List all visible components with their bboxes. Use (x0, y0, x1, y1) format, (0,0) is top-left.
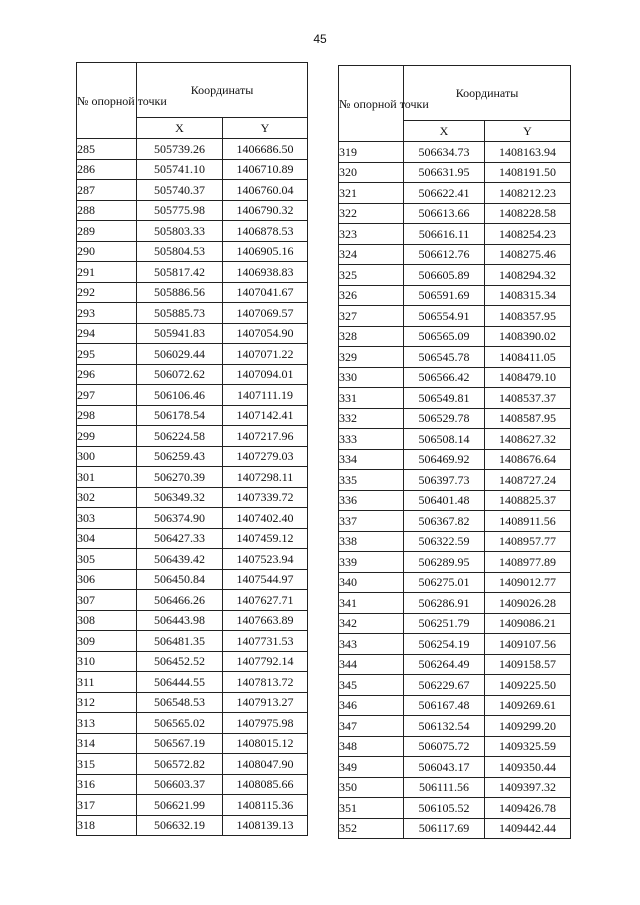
table-body (77, 139, 308, 836)
table-row (339, 449, 571, 470)
y-coordinate-cell: 1407523.94 (223, 549, 308, 570)
y-coordinate-cell: 1409158.57 (485, 654, 571, 675)
x-coordinate-cell: 506374.90 (137, 508, 223, 529)
table-row (77, 364, 308, 385)
point-number-cell: 310 (77, 651, 137, 672)
y-coordinate-cell: 1407913.27 (223, 692, 308, 713)
y-coordinate-cell: 1406938.83 (223, 262, 308, 283)
y-coordinate-cell: 1408727.24 (485, 470, 571, 491)
x-coordinate-cell: 505885.73 (137, 303, 223, 324)
point-number-cell: 313 (77, 713, 137, 734)
table-body (339, 142, 571, 839)
y-coordinate-cell: 1407813.72 (223, 672, 308, 693)
y-coordinate-cell: 1408911.56 (485, 511, 571, 532)
table-row (77, 262, 308, 283)
point-number-cell: 337 (339, 511, 404, 532)
point-number-cell: 324 (339, 244, 404, 265)
table-row (77, 672, 308, 693)
y-coordinate-cell: 1408139.13 (223, 815, 308, 836)
point-number-cell: 297 (77, 385, 137, 406)
y-coordinate-cell: 1408228.58 (485, 203, 571, 224)
point-number-cell: 293 (77, 303, 137, 324)
x-coordinate-cell: 506548.53 (137, 692, 223, 713)
y-coordinate-cell: 1407792.14 (223, 651, 308, 672)
table-row (339, 408, 571, 429)
x-coordinate-cell: 506554.91 (404, 306, 485, 327)
table-row (77, 241, 308, 262)
x-coordinate-cell: 506029.44 (137, 344, 223, 365)
table-row (77, 631, 308, 652)
point-number-cell: 341 (339, 593, 404, 614)
table-row (339, 757, 571, 778)
x-coordinate-cell: 506286.91 (404, 593, 485, 614)
point-number-cell: 285 (77, 139, 137, 160)
x-coordinate-cell: 506178.54 (137, 405, 223, 426)
y-coordinate-cell: 1409397.32 (485, 777, 571, 798)
table-row (339, 470, 571, 491)
point-number-cell: 339 (339, 552, 404, 573)
x-coordinate-cell: 506229.67 (404, 675, 485, 696)
table-row (77, 590, 308, 611)
x-coordinate-cell: 506444.55 (137, 672, 223, 693)
point-number-cell: 329 (339, 347, 404, 368)
page-number: 45 (313, 32, 327, 46)
table-row (339, 326, 571, 347)
point-number-cell: 319 (339, 142, 404, 163)
point-number-cell: 295 (77, 344, 137, 365)
table-row (77, 569, 308, 590)
x-coordinate-cell: 505886.56 (137, 282, 223, 303)
y-coordinate-cell: 1408479.10 (485, 367, 571, 388)
x-coordinate-cell: 506397.73 (404, 470, 485, 491)
point-number-cell: 307 (77, 590, 137, 611)
x-coordinate-cell: 506443.98 (137, 610, 223, 631)
y-coordinate-cell: 1407975.98 (223, 713, 308, 734)
header-point-number: № опорной точки (339, 66, 404, 142)
point-number-cell: 318 (77, 815, 137, 836)
y-coordinate-cell: 1407298.11 (223, 467, 308, 488)
x-coordinate-cell: 506264.49 (404, 654, 485, 675)
y-coordinate-cell: 1407627.71 (223, 590, 308, 611)
y-coordinate-cell: 1408047.90 (223, 754, 308, 775)
table-row (339, 142, 571, 163)
x-coordinate-cell: 505941.83 (137, 323, 223, 344)
table-row (339, 818, 571, 839)
x-coordinate-cell: 506622.41 (404, 183, 485, 204)
x-coordinate-cell: 506481.35 (137, 631, 223, 652)
table-row (339, 798, 571, 819)
y-coordinate-cell: 1407111.19 (223, 385, 308, 406)
table-row (77, 610, 308, 631)
y-coordinate-cell: 1408254.23 (485, 224, 571, 245)
table-row (77, 549, 308, 570)
table-row (339, 531, 571, 552)
x-coordinate-cell: 506427.33 (137, 528, 223, 549)
x-coordinate-cell: 506401.48 (404, 490, 485, 511)
table-row (339, 572, 571, 593)
x-coordinate-cell: 506545.78 (404, 347, 485, 368)
y-coordinate-cell: 1409325.59 (485, 736, 571, 757)
point-number-cell: 321 (339, 183, 404, 204)
point-number-cell: 342 (339, 613, 404, 634)
table-row (339, 224, 571, 245)
x-coordinate-cell: 506612.76 (404, 244, 485, 265)
header-y: Y (485, 121, 571, 142)
table-row (339, 388, 571, 409)
table-row (339, 162, 571, 183)
point-number-cell: 347 (339, 716, 404, 737)
table-row (339, 203, 571, 224)
x-coordinate-cell: 506616.11 (404, 224, 485, 245)
point-number-cell: 352 (339, 818, 404, 839)
table-row (339, 511, 571, 532)
point-number-cell: 316 (77, 774, 137, 795)
x-coordinate-cell: 506275.01 (404, 572, 485, 593)
x-coordinate-cell: 506566.42 (404, 367, 485, 388)
x-coordinate-cell: 505775.98 (137, 200, 223, 221)
table-row (77, 487, 308, 508)
y-coordinate-cell: 1407663.89 (223, 610, 308, 631)
point-number-cell: 343 (339, 634, 404, 655)
x-coordinate-cell: 506072.62 (137, 364, 223, 385)
y-coordinate-cell: 1406878.53 (223, 221, 308, 242)
table-row (77, 405, 308, 426)
point-number-cell: 344 (339, 654, 404, 675)
point-number-cell: 312 (77, 692, 137, 713)
point-number-cell: 323 (339, 224, 404, 245)
y-coordinate-cell: 1407731.53 (223, 631, 308, 652)
point-number-cell: 327 (339, 306, 404, 327)
point-number-cell: 334 (339, 449, 404, 470)
table-row (339, 593, 571, 614)
table-row (77, 446, 308, 467)
x-coordinate-cell: 506270.39 (137, 467, 223, 488)
x-coordinate-cell: 506167.48 (404, 695, 485, 716)
y-coordinate-cell: 1406686.50 (223, 139, 308, 160)
point-number-cell: 349 (339, 757, 404, 778)
x-coordinate-cell: 506621.99 (137, 795, 223, 816)
point-number-cell: 306 (77, 569, 137, 590)
y-coordinate-cell: 1407054.90 (223, 323, 308, 344)
table-row (77, 282, 308, 303)
header-x: X (137, 118, 223, 139)
y-coordinate-cell: 1407339.72 (223, 487, 308, 508)
header-coordinates: Координаты (404, 66, 571, 121)
table-row (77, 180, 308, 201)
y-coordinate-cell: 1407069.57 (223, 303, 308, 324)
y-coordinate-cell: 1408676.64 (485, 449, 571, 470)
y-coordinate-cell: 1409442.44 (485, 818, 571, 839)
y-coordinate-cell: 1408294.32 (485, 265, 571, 286)
x-coordinate-cell: 506591.69 (404, 285, 485, 306)
coordinates-table-right (338, 65, 571, 839)
point-number-cell: 292 (77, 282, 137, 303)
x-coordinate-cell: 506367.82 (404, 511, 485, 532)
y-coordinate-cell: 1407279.03 (223, 446, 308, 467)
table-row (77, 528, 308, 549)
point-number-cell: 320 (339, 162, 404, 183)
table-row (77, 795, 308, 816)
y-coordinate-cell: 1407544.97 (223, 569, 308, 590)
point-number-cell: 338 (339, 531, 404, 552)
point-number-cell: 351 (339, 798, 404, 819)
y-coordinate-cell: 1409026.28 (485, 593, 571, 614)
x-coordinate-cell: 505741.10 (137, 159, 223, 180)
y-coordinate-cell: 1407094.01 (223, 364, 308, 385)
header-point-number: № опорной точки (77, 63, 137, 139)
point-number-cell: 333 (339, 429, 404, 450)
y-coordinate-cell: 1408315.34 (485, 285, 571, 306)
x-coordinate-cell: 506224.58 (137, 426, 223, 447)
x-coordinate-cell: 506075.72 (404, 736, 485, 757)
point-number-cell: 308 (77, 610, 137, 631)
table-row (77, 385, 308, 406)
table-row (339, 695, 571, 716)
x-coordinate-cell: 506508.14 (404, 429, 485, 450)
table-row (77, 774, 308, 795)
point-number-cell: 317 (77, 795, 137, 816)
table-row (77, 651, 308, 672)
x-coordinate-cell: 506106.46 (137, 385, 223, 406)
table-row (339, 265, 571, 286)
point-number-cell: 298 (77, 405, 137, 426)
y-coordinate-cell: 1408115.36 (223, 795, 308, 816)
y-coordinate-cell: 1408275.46 (485, 244, 571, 265)
table-row (77, 508, 308, 529)
point-number-cell: 286 (77, 159, 137, 180)
table-row (77, 159, 308, 180)
table-row (77, 733, 308, 754)
table-row (77, 303, 308, 324)
y-coordinate-cell: 1409225.50 (485, 675, 571, 696)
header-y: Y (223, 118, 308, 139)
table-row (339, 654, 571, 675)
x-coordinate-cell: 506631.95 (404, 162, 485, 183)
point-number-cell: 331 (339, 388, 404, 409)
table-row (339, 613, 571, 634)
y-coordinate-cell: 1406710.89 (223, 159, 308, 180)
y-coordinate-cell: 1406790.32 (223, 200, 308, 221)
y-coordinate-cell: 1408587.95 (485, 408, 571, 429)
x-coordinate-cell: 506632.19 (137, 815, 223, 836)
x-coordinate-cell: 506322.59 (404, 531, 485, 552)
y-coordinate-cell: 1408357.95 (485, 306, 571, 327)
x-coordinate-cell: 506603.37 (137, 774, 223, 795)
table-row (339, 244, 571, 265)
x-coordinate-cell: 506043.17 (404, 757, 485, 778)
table-row (77, 692, 308, 713)
table-row (339, 306, 571, 327)
y-coordinate-cell: 1408085.66 (223, 774, 308, 795)
table-row (339, 675, 571, 696)
point-number-cell: 348 (339, 736, 404, 757)
table-row (339, 183, 571, 204)
x-coordinate-cell: 506567.19 (137, 733, 223, 754)
table-row (339, 347, 571, 368)
table-row (339, 429, 571, 450)
point-number-cell: 294 (77, 323, 137, 344)
point-number-cell: 290 (77, 241, 137, 262)
table-row (339, 285, 571, 306)
x-coordinate-cell: 506105.52 (404, 798, 485, 819)
table-row (339, 736, 571, 757)
point-number-cell: 309 (77, 631, 137, 652)
point-number-cell: 336 (339, 490, 404, 511)
x-coordinate-cell: 506466.26 (137, 590, 223, 611)
point-number-cell: 291 (77, 262, 137, 283)
point-number-cell: 335 (339, 470, 404, 491)
table-row (339, 777, 571, 798)
point-number-cell: 288 (77, 200, 137, 221)
point-number-cell: 330 (339, 367, 404, 388)
point-number-cell: 301 (77, 467, 137, 488)
x-coordinate-cell: 506634.73 (404, 142, 485, 163)
point-number-cell: 346 (339, 695, 404, 716)
y-coordinate-cell: 1408390.02 (485, 326, 571, 347)
y-coordinate-cell: 1408627.32 (485, 429, 571, 450)
point-number-cell: 299 (77, 426, 137, 447)
y-coordinate-cell: 1408191.50 (485, 162, 571, 183)
point-number-cell: 314 (77, 733, 137, 754)
y-coordinate-cell: 1407459.12 (223, 528, 308, 549)
table-row (339, 716, 571, 737)
point-number-cell: 300 (77, 446, 137, 467)
x-coordinate-cell: 506565.09 (404, 326, 485, 347)
point-number-cell: 287 (77, 180, 137, 201)
y-coordinate-cell: 1409426.78 (485, 798, 571, 819)
point-number-cell: 303 (77, 508, 137, 529)
table-row (77, 344, 308, 365)
x-coordinate-cell: 505740.37 (137, 180, 223, 201)
point-number-cell: 345 (339, 675, 404, 696)
x-coordinate-cell: 505739.26 (137, 139, 223, 160)
y-coordinate-cell: 1407217.96 (223, 426, 308, 447)
y-coordinate-cell: 1407071.22 (223, 344, 308, 365)
table-row (77, 200, 308, 221)
table-row (339, 552, 571, 573)
point-number-cell: 302 (77, 487, 137, 508)
y-coordinate-cell: 1409086.21 (485, 613, 571, 634)
y-coordinate-cell: 1408015.12 (223, 733, 308, 754)
y-coordinate-cell: 1408212.23 (485, 183, 571, 204)
point-number-cell: 305 (77, 549, 137, 570)
table-row (77, 815, 308, 836)
table-row (339, 367, 571, 388)
y-coordinate-cell: 1409012.77 (485, 572, 571, 593)
x-coordinate-cell: 506452.52 (137, 651, 223, 672)
x-coordinate-cell: 506117.69 (404, 818, 485, 839)
y-coordinate-cell: 1406905.16 (223, 241, 308, 262)
table-row (77, 323, 308, 344)
table-row (77, 754, 308, 775)
point-number-cell: 322 (339, 203, 404, 224)
x-coordinate-cell: 505817.42 (137, 262, 223, 283)
y-coordinate-cell: 1408977.89 (485, 552, 571, 573)
point-number-cell: 328 (339, 326, 404, 347)
x-coordinate-cell: 506613.66 (404, 203, 485, 224)
x-coordinate-cell: 506572.82 (137, 754, 223, 775)
y-coordinate-cell: 1409299.20 (485, 716, 571, 737)
x-coordinate-cell: 506439.42 (137, 549, 223, 570)
point-number-cell: 340 (339, 572, 404, 593)
point-number-cell: 315 (77, 754, 137, 775)
point-number-cell: 296 (77, 364, 137, 385)
x-coordinate-cell: 506549.81 (404, 388, 485, 409)
table-row (77, 426, 308, 447)
x-coordinate-cell: 506529.78 (404, 408, 485, 429)
point-number-cell: 304 (77, 528, 137, 549)
point-number-cell: 325 (339, 265, 404, 286)
y-coordinate-cell: 1408825.37 (485, 490, 571, 511)
table-row (339, 634, 571, 655)
table-row (339, 490, 571, 511)
header-coordinates: Координаты (137, 63, 308, 118)
header-x: X (404, 121, 485, 142)
x-coordinate-cell: 506565.02 (137, 713, 223, 734)
y-coordinate-cell: 1408537.37 (485, 388, 571, 409)
y-coordinate-cell: 1408957.77 (485, 531, 571, 552)
coordinates-table-left (76, 62, 308, 836)
y-coordinate-cell: 1409350.44 (485, 757, 571, 778)
table-row (77, 139, 308, 160)
x-coordinate-cell: 506450.84 (137, 569, 223, 590)
x-coordinate-cell: 506259.43 (137, 446, 223, 467)
y-coordinate-cell: 1409269.61 (485, 695, 571, 716)
point-number-cell: 326 (339, 285, 404, 306)
x-coordinate-cell: 505803.33 (137, 221, 223, 242)
table-row (77, 467, 308, 488)
point-number-cell: 332 (339, 408, 404, 429)
x-coordinate-cell: 506469.92 (404, 449, 485, 470)
y-coordinate-cell: 1408163.94 (485, 142, 571, 163)
point-number-cell: 350 (339, 777, 404, 798)
point-number-cell: 289 (77, 221, 137, 242)
table-row (77, 221, 308, 242)
point-number-cell: 311 (77, 672, 137, 693)
x-coordinate-cell: 506289.95 (404, 552, 485, 573)
y-coordinate-cell: 1407041.67 (223, 282, 308, 303)
y-coordinate-cell: 1407142.41 (223, 405, 308, 426)
y-coordinate-cell: 1406760.04 (223, 180, 308, 201)
x-coordinate-cell: 506132.54 (404, 716, 485, 737)
x-coordinate-cell: 506111.56 (404, 777, 485, 798)
y-coordinate-cell: 1408411.05 (485, 347, 571, 368)
y-coordinate-cell: 1407402.40 (223, 508, 308, 529)
x-coordinate-cell: 506251.79 (404, 613, 485, 634)
x-coordinate-cell: 506349.32 (137, 487, 223, 508)
x-coordinate-cell: 505804.53 (137, 241, 223, 262)
x-coordinate-cell: 506605.89 (404, 265, 485, 286)
y-coordinate-cell: 1409107.56 (485, 634, 571, 655)
table-row (77, 713, 308, 734)
x-coordinate-cell: 506254.19 (404, 634, 485, 655)
